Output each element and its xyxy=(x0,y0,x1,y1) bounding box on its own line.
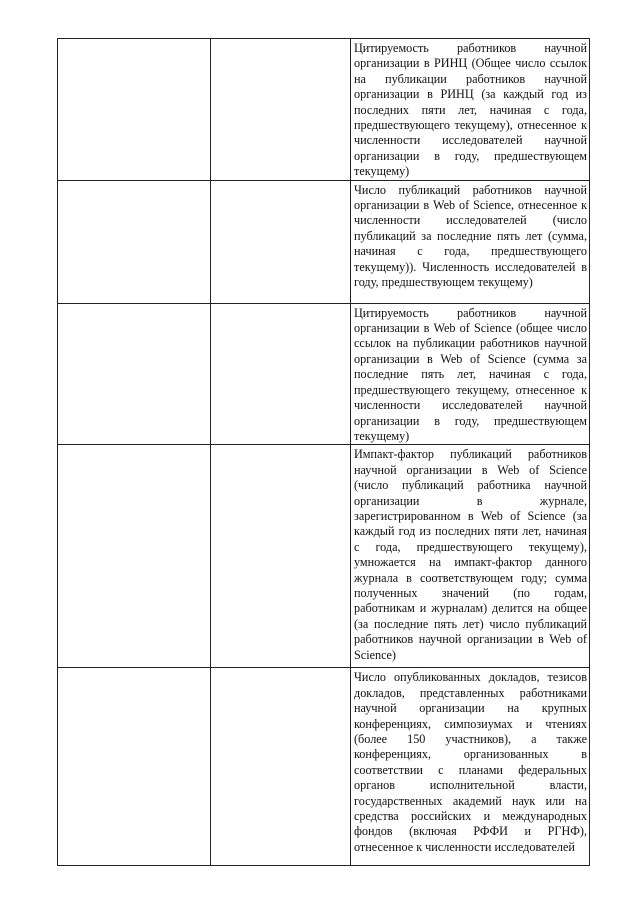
table-cell-empty-1 xyxy=(58,303,211,445)
table-cell-indicator xyxy=(351,303,590,445)
table-cell-empty-1 xyxy=(58,445,211,668)
indicator-text: Цитируемость работников научной организации в РИНЦ (Общее число ссылок на публикации работников научной организации в РИНЦ (за каждый год из последних пяти лет, начиная с года, предшествующего текущему), отнесенное к численности исследователей научной организации в году, предшествующем текущему) xyxy=(354,41,587,179)
table-row xyxy=(58,668,590,866)
table-cell-empty-2 xyxy=(211,668,351,866)
table-cell-empty-2 xyxy=(211,39,351,181)
table-cell-indicator xyxy=(351,668,590,866)
table-cell-empty-1 xyxy=(58,180,211,303)
table-cell-indicator xyxy=(351,445,590,668)
indicators-table xyxy=(57,38,590,866)
table-cell-empty-1 xyxy=(58,39,211,181)
table-row xyxy=(58,180,590,303)
table-cell-indicator xyxy=(351,180,590,303)
indicator-text: Число опубликованных докладов, тезисов докладов, представленных работниками научной организации на крупных конференциях, симпозиумах и чтениях (более 150 участников), а также конференциях, организованных в соответствии с планами федеральных органов исполнительной власти, государственных академий наук или на средства российских и международных фондов (включая РФФИ и РГНФ), отнесенное к численности исследователей xyxy=(354,670,587,854)
table-row xyxy=(58,303,590,445)
table-cell-empty-1 xyxy=(58,668,211,866)
indicator-text: Число публикаций работников научной организации в Web of Science, отнесенное к численности исследователей (число публикаций за последние пять лет (сумма, начиная с года, предшествующего текущему)). Численность исследователей в году, предшествующем текущему) xyxy=(354,182,587,290)
indicator-text: Импакт-фактор публикаций работников научной организации в Web of Science (число публикаций работника научной организации в журнале, зарегистрированном в Web of Science (за каждый год из последних пяти лет, начиная с года, предшествующего текущему), умножается на импакт-фактор данного журнала в соответствующем году; сумма полученных значений (по годам, работникам и журналам) делится на общее (за последние пять лет) число публикаций работников научной организации в Web of Science) xyxy=(354,447,587,662)
table-row xyxy=(58,445,590,668)
table-cell-empty-2 xyxy=(211,303,351,445)
table-row xyxy=(58,39,590,181)
indicator-text: Цитируемость работников научной организации в Web of Science (общее число ссылок на публикации работников научной организации в Web of Science (сумма за последние пять лет, начиная с года, предшествующего текущему, отнесенное к численности исследователей научной организации в году, предшествующем текущему) xyxy=(354,305,587,443)
table-cell-indicator xyxy=(351,39,590,181)
table-cell-empty-2 xyxy=(211,445,351,668)
table-cell-empty-2 xyxy=(211,180,351,303)
